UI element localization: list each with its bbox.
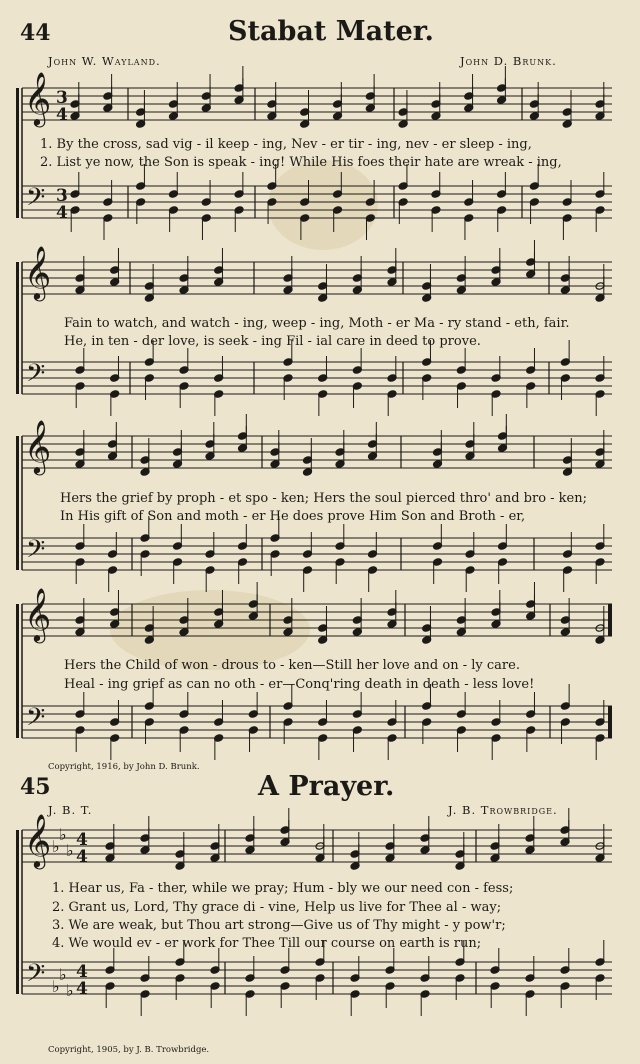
notehead [525, 834, 535, 843]
notehead [595, 294, 605, 303]
notehead [210, 982, 220, 991]
system-brace [16, 604, 19, 738]
notehead [498, 558, 508, 567]
notehead [433, 542, 443, 551]
notehead [280, 826, 290, 835]
notehead [179, 274, 189, 283]
notehead [75, 448, 85, 457]
notehead [280, 982, 290, 991]
notehead [490, 854, 500, 863]
notehead [387, 620, 397, 629]
notehead [595, 842, 605, 851]
notehead [75, 558, 85, 567]
notehead [75, 616, 85, 625]
bass-clef-icon: 𝄢 [26, 959, 46, 994]
notehead [303, 468, 313, 477]
notehead [422, 624, 432, 633]
notehead [140, 550, 150, 559]
notehead [108, 452, 118, 461]
notehead [318, 718, 328, 727]
notehead [420, 990, 430, 999]
notehead [498, 444, 508, 453]
system-brace [16, 262, 19, 394]
notehead [456, 616, 466, 625]
notehead [205, 550, 215, 559]
notehead [350, 862, 360, 871]
notehead [595, 624, 605, 633]
notehead [420, 846, 430, 855]
notehead [526, 258, 536, 267]
notehead [179, 710, 189, 719]
notehead [144, 358, 154, 367]
notehead [491, 608, 501, 617]
final-barline [608, 706, 612, 738]
notehead [144, 282, 154, 291]
notehead [595, 558, 605, 567]
notehead [526, 612, 536, 621]
notehead [173, 558, 183, 567]
notehead [498, 432, 508, 441]
notehead [238, 432, 248, 441]
notehead [283, 374, 293, 383]
notehead [280, 838, 290, 847]
notehead [560, 274, 570, 283]
notehead [214, 734, 224, 743]
notehead [238, 444, 248, 453]
notehead [595, 734, 605, 743]
notehead [105, 854, 115, 863]
notehead [560, 616, 570, 625]
notehead [179, 726, 189, 735]
notehead [368, 452, 378, 461]
notehead [75, 710, 85, 719]
notehead [595, 542, 605, 551]
notehead [563, 566, 573, 575]
notehead [173, 460, 183, 469]
notehead [563, 550, 573, 559]
notehead [491, 278, 501, 287]
notehead [214, 718, 224, 727]
notehead [456, 366, 466, 375]
notehead [108, 566, 118, 575]
notehead [173, 448, 183, 457]
notehead [335, 448, 345, 457]
notehead [433, 558, 443, 567]
notehead [144, 718, 154, 727]
notehead [110, 278, 120, 287]
notehead [385, 854, 395, 863]
notehead [455, 974, 465, 983]
notehead [456, 274, 466, 283]
notehead [490, 966, 500, 975]
notehead [465, 566, 475, 575]
notehead [560, 286, 570, 295]
lyric-line-verse-1: Hers the Child of won - drous to - ken—Still her love and on - ly care. [64, 658, 520, 673]
notehead [245, 846, 255, 855]
treble-clef-icon: 𝄞 [24, 419, 52, 473]
notehead [560, 718, 570, 727]
notehead [175, 974, 185, 983]
notehead [335, 542, 345, 551]
hymn-author: John W. Wayland. [48, 54, 161, 68]
notehead [387, 734, 397, 743]
notehead [270, 534, 280, 543]
notehead [387, 266, 397, 275]
notehead [368, 566, 378, 575]
notehead [560, 966, 570, 975]
notehead [595, 460, 605, 469]
lyric-line-verse-4: 4. We would ev - er work for Thee Till our course on earth is run; [52, 936, 482, 951]
flat-icon: ♭ [66, 841, 74, 860]
notehead [595, 390, 605, 399]
notehead [144, 702, 154, 711]
notehead [350, 990, 360, 999]
time-signature-bottom: 4 [76, 979, 88, 999]
notehead [465, 452, 475, 461]
notehead [270, 550, 280, 559]
notehead [214, 278, 224, 287]
notehead [280, 966, 290, 975]
notehead [456, 710, 466, 719]
hymn-number: 45 [20, 774, 51, 800]
notehead [245, 974, 255, 983]
notehead [283, 358, 293, 367]
notehead [526, 710, 536, 719]
time-signature-top: 4 [76, 830, 88, 850]
notehead [498, 542, 508, 551]
lyric-line-verse-3: 3. We are weak, but Thou art strong—Give us of Thy might - y pow'r; [52, 918, 506, 933]
lyric-line-verse-2: 2. Grant us, Lord, Thy grace di - vine, Help us live for Thee al - way; [52, 900, 502, 915]
notehead [387, 374, 397, 383]
notehead [456, 726, 466, 735]
notehead [140, 456, 150, 465]
notehead [75, 286, 85, 295]
treble-clef-icon: 𝄞 [24, 813, 52, 867]
lyric-line-verse-1: Fain to watch, and watch - ing, weep - ing, Moth - er Ma - ry stand - eth, fair. [64, 316, 570, 331]
notehead [560, 628, 570, 637]
time-signature-top: 4 [76, 962, 88, 982]
notehead [456, 286, 466, 295]
hymn-author: J. B. T. [48, 803, 93, 817]
time-signature-bottom: 4 [56, 203, 68, 223]
music-system [0, 0, 640, 240]
notehead [144, 374, 154, 383]
notehead [318, 624, 328, 633]
notehead [214, 390, 224, 399]
notehead [385, 982, 395, 991]
time-signature-top: 3 [56, 88, 68, 108]
notehead [110, 374, 120, 383]
hymn-title: Stabat Mater. [228, 16, 434, 47]
notehead [563, 468, 573, 477]
notehead [110, 734, 120, 743]
flat-icon: ♭ [59, 965, 67, 984]
notehead [283, 286, 293, 295]
notehead [595, 718, 605, 727]
notehead [387, 718, 397, 727]
notehead [179, 366, 189, 375]
notehead [456, 382, 466, 391]
notehead [105, 982, 115, 991]
notehead [560, 374, 570, 383]
notehead [205, 440, 215, 449]
notehead [420, 974, 430, 983]
notehead [210, 842, 220, 851]
treble-clef-icon: 𝄞 [24, 71, 52, 125]
notehead [490, 842, 500, 851]
notehead [318, 390, 328, 399]
notehead [352, 274, 362, 283]
notehead [387, 608, 397, 617]
notehead [368, 550, 378, 559]
notehead [526, 366, 536, 375]
lyric-line-verse-1: Hers the grief by proph - et spo - ken; Hers the soul pierced thro' and bro - ken; [60, 491, 588, 506]
notehead [352, 710, 362, 719]
notehead [595, 854, 605, 863]
notehead [75, 366, 85, 375]
hymn-composer: John D. Brunk. [460, 54, 557, 68]
hymn-title: A Prayer. [258, 771, 395, 802]
notehead [525, 846, 535, 855]
notehead [283, 274, 293, 283]
final-barline [608, 604, 612, 636]
flat-icon: ♭ [52, 837, 60, 856]
notehead [270, 448, 280, 457]
notehead [140, 990, 150, 999]
time-signature-top: 3 [56, 186, 68, 206]
notehead [422, 294, 432, 303]
notehead [352, 628, 362, 637]
lyric-line-verse-2: 2. List ye now, the Son is speak - ing! While His foes their hate are wreak - ing, [40, 155, 562, 170]
notehead [105, 842, 115, 851]
notehead [140, 974, 150, 983]
notehead [108, 440, 118, 449]
notehead [140, 468, 150, 477]
notehead [491, 620, 501, 629]
notehead [75, 382, 85, 391]
notehead [75, 726, 85, 735]
notehead [385, 966, 395, 975]
notehead [455, 850, 465, 859]
notehead [144, 294, 154, 303]
lyric-line-verse-1: 1. By the cross, sad vig - il keep - ing, Nev - er tir - ing, nev - er sleep - ing, [40, 137, 532, 152]
notehead [465, 440, 475, 449]
notehead [526, 600, 536, 609]
notehead [352, 726, 362, 735]
notehead [455, 862, 465, 871]
treble-clef-icon: 𝄞 [24, 587, 52, 641]
notehead [238, 558, 248, 567]
notehead [75, 274, 85, 283]
notehead [526, 726, 536, 735]
notehead [210, 966, 220, 975]
notehead [525, 974, 535, 983]
notehead [205, 566, 215, 575]
notehead [248, 726, 258, 735]
notehead [245, 834, 255, 843]
notehead [283, 702, 293, 711]
notehead [387, 278, 397, 287]
notehead [175, 850, 185, 859]
notehead [491, 266, 501, 275]
notehead [175, 862, 185, 871]
notehead [318, 636, 328, 645]
notehead [110, 718, 120, 727]
notehead [490, 982, 500, 991]
notehead [422, 718, 432, 727]
notehead [465, 550, 475, 559]
notehead [303, 550, 313, 559]
notehead [140, 846, 150, 855]
notehead [238, 542, 248, 551]
notehead [108, 550, 118, 559]
notehead [303, 456, 313, 465]
notehead [303, 566, 313, 575]
system-brace [16, 436, 19, 570]
notehead [352, 366, 362, 375]
system-brace [16, 830, 19, 994]
notehead [179, 382, 189, 391]
flat-icon: ♭ [66, 981, 74, 1000]
time-signature-bottom: 4 [76, 847, 88, 867]
notehead [385, 842, 395, 851]
notehead [560, 358, 570, 367]
notehead [75, 628, 85, 637]
notehead [179, 286, 189, 295]
flat-icon: ♭ [59, 825, 67, 844]
notehead [318, 374, 328, 383]
notehead [560, 838, 570, 847]
hymn-number: 44 [20, 20, 51, 46]
notehead [595, 282, 605, 291]
notehead [491, 374, 501, 383]
hymn-composer: J. B. Trowbridge. [448, 803, 558, 817]
notehead [140, 534, 150, 543]
lyric-line-verse-2: He, in ten - der love, is seek - ing Fil - ial care in deed to prove. [64, 334, 481, 349]
notehead [350, 974, 360, 983]
treble-clef-icon: 𝄞 [24, 245, 52, 299]
notehead [422, 374, 432, 383]
notehead [350, 850, 360, 859]
notehead [456, 628, 466, 637]
copyright-notice: Copyright, 1905, by J. B. Trowbridge. [48, 1045, 210, 1055]
notehead [491, 718, 501, 727]
notehead [560, 702, 570, 711]
notehead [352, 382, 362, 391]
notehead [526, 270, 536, 279]
notehead [422, 702, 432, 711]
notehead [105, 966, 115, 975]
notehead [525, 990, 535, 999]
notehead [175, 958, 185, 967]
notehead [560, 982, 570, 991]
notehead [595, 974, 605, 983]
notehead [433, 460, 443, 469]
time-signature-bottom: 4 [56, 105, 68, 125]
notehead [352, 616, 362, 625]
notehead [248, 710, 258, 719]
notehead [283, 718, 293, 727]
notehead [140, 834, 150, 843]
notehead [491, 390, 501, 399]
notehead [335, 558, 345, 567]
bass-clef-icon: 𝄢 [26, 703, 46, 738]
notehead [595, 958, 605, 967]
notehead [595, 636, 605, 645]
notehead [422, 282, 432, 291]
copyright-notice: Copyright, 1916, by John D. Brunk. [48, 762, 200, 772]
notehead [422, 358, 432, 367]
notehead [595, 374, 605, 383]
bass-clef-icon: 𝄢 [26, 359, 46, 394]
notehead [420, 834, 430, 843]
bass-clef-icon: 𝄢 [26, 183, 46, 218]
notehead [214, 266, 224, 275]
lyric-line-verse-2: In His gift of Son and moth - er He does prove Him Son and Broth - er, [60, 509, 526, 524]
notehead [210, 854, 220, 863]
notehead [75, 542, 85, 551]
lyric-line-verse-1: 1. Hear us, Fa - ther, while we pray; Hum - bly we our need con - fess; [52, 881, 514, 896]
notehead [214, 374, 224, 383]
notehead [433, 448, 443, 457]
notehead [315, 854, 325, 863]
notehead [491, 734, 501, 743]
notehead [560, 826, 570, 835]
notehead [318, 734, 328, 743]
notehead [455, 958, 465, 967]
notehead [205, 452, 215, 461]
notehead [315, 958, 325, 967]
notehead [318, 282, 328, 291]
notehead [315, 842, 325, 851]
flat-icon: ♭ [52, 977, 60, 996]
notehead [335, 460, 345, 469]
notehead [595, 448, 605, 457]
notehead [270, 460, 280, 469]
notehead [173, 542, 183, 551]
lyric-line-verse-2: Heal - ing grief as can no oth - er—Conq'ring death in death - less love! [64, 677, 535, 692]
notehead [352, 286, 362, 295]
notehead [368, 440, 378, 449]
notehead [563, 456, 573, 465]
notehead [318, 294, 328, 303]
notehead [75, 460, 85, 469]
notehead [110, 390, 120, 399]
notehead [526, 382, 536, 391]
notehead [315, 974, 325, 983]
bass-clef-icon: 𝄢 [26, 535, 46, 570]
notehead [387, 390, 397, 399]
notehead [245, 990, 255, 999]
notehead [422, 636, 432, 645]
notehead [110, 266, 120, 275]
